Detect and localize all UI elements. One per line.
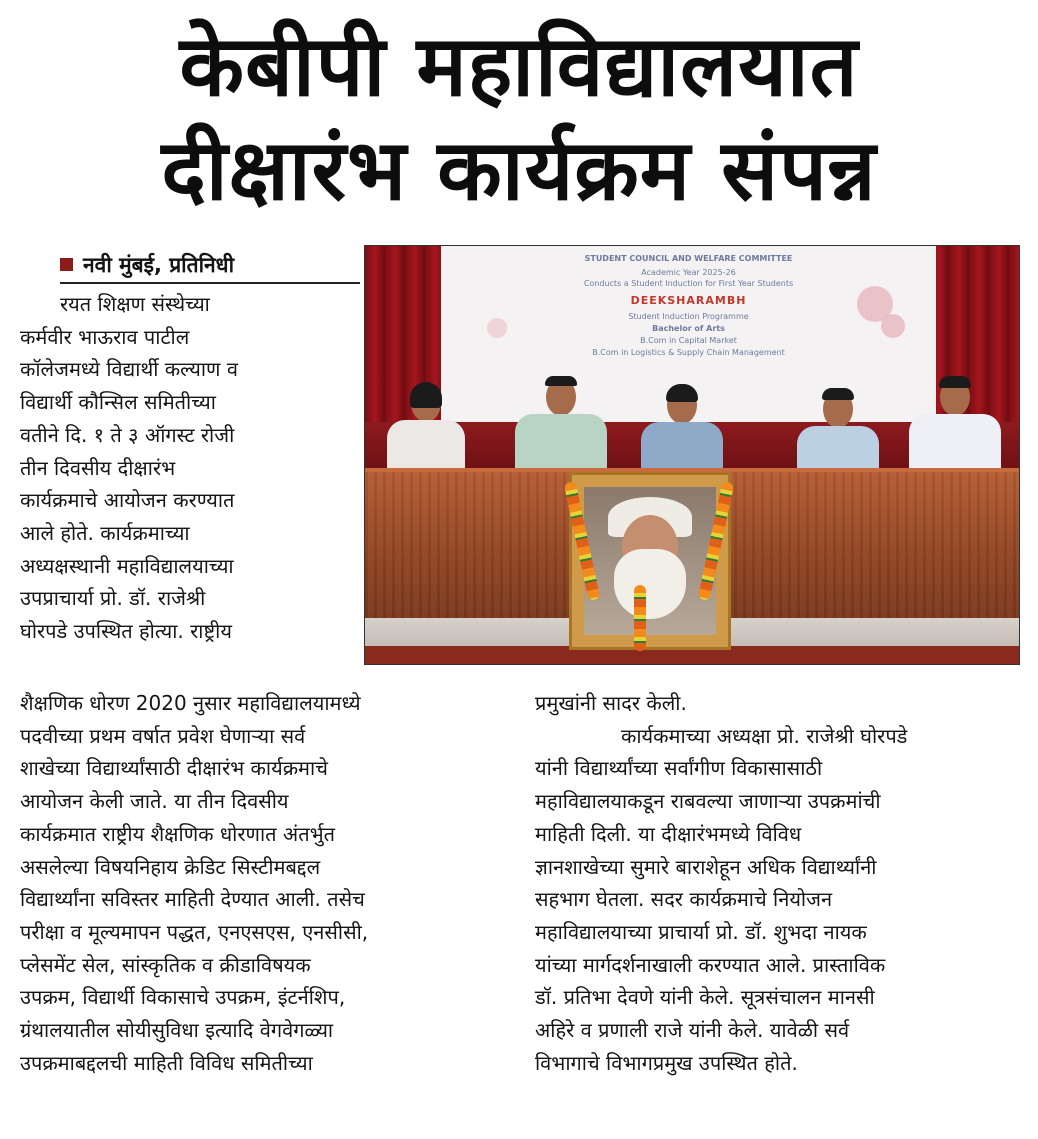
person-body	[515, 414, 607, 474]
screen-line: STUDENT COUNCIL AND WELFARE COMMITTEE	[584, 254, 793, 263]
portrait-frame	[569, 472, 731, 650]
person-hair	[545, 376, 577, 386]
article-column-left-top	[20, 288, 350, 648]
text-line: परीक्षा व मूल्यमापन पद्धत, एनएसएस, एनसीसी,	[20, 919, 369, 944]
article-column-left-bottom	[20, 687, 510, 1079]
text-line: सहभाग घेतला. सदर कार्यक्रमाचे नियोजन	[535, 887, 833, 912]
garland-center	[634, 585, 646, 651]
text-line: कॉलेजमध्ये विद्यार्थी कल्याण व	[20, 357, 238, 382]
screen-line: Student Induction Programme	[628, 312, 749, 321]
text-line: उपप्राचार्या प्रो. डॉ. राजेश्री	[20, 586, 206, 611]
text-line: डॉ. प्रतिभा देवणे यांनी केले. सूत्रसंचालन मानसी	[535, 985, 875, 1010]
headline-line-2: दीक्षारंभ कार्यक्रम संपन्न	[161, 121, 877, 219]
text-line: वतीने दि. १ ते ३ ऑगस्ट रोजी	[20, 422, 235, 447]
screen-line: B.Com in Capital Market	[640, 336, 737, 345]
person-2	[515, 378, 607, 478]
screen-line: B.Com in Logistics & Supply Chain Management	[592, 348, 785, 357]
article-column-right	[535, 687, 1019, 1079]
screen-line: Conducts a Student Induction for First Year Students	[583, 279, 794, 288]
text-line: तीन दिवसीय दीक्षारंभ	[20, 455, 176, 480]
person-1	[387, 384, 465, 480]
text-line: अध्यक्षस्थानी महाविद्यालयाच्या	[20, 553, 234, 578]
text-line: विभागाचे विभागप्रमुख उपस्थित होते.	[535, 1050, 798, 1075]
screen-line: Academic Year 2025-26	[641, 268, 736, 277]
text-line: आयोजन केली जाते. या तीन दिवसीय	[20, 789, 289, 814]
dateline	[60, 250, 360, 284]
text-line: यांच्या मार्गदर्शनाखाली करण्यात आले. प्रास्ताविक	[535, 952, 886, 977]
dateline-text: नवी मुंबई, प्रतिनिधी	[83, 253, 235, 277]
text-line: शाखेच्या विद्यार्थ्यांसाठी दीक्षारंभ कार्यक्रमाचे	[20, 756, 328, 781]
event-photo	[364, 245, 1020, 665]
square-bullet-icon	[60, 258, 73, 271]
text-line: कार्यक्रमाचे आयोजन करण्यात	[20, 488, 235, 513]
text-line: ज्ञानशाखेच्या सुमारे बाराशेहून अधिक विद्यार्थ्यांनी	[535, 854, 877, 879]
screen-line: Bachelor of Arts	[652, 324, 725, 333]
text-line: महाविद्यालयाकडून राबवल्या जाणाऱ्या उपक्रमांची	[535, 789, 881, 814]
text-line: असलेल्या विषयनिहाय क्रेडिट सिस्टीमबद्दल	[20, 854, 321, 879]
text-line: आले होते. कार्यक्रमाच्या	[20, 520, 190, 545]
flower-decoration	[487, 318, 507, 338]
text-line: विद्यार्थ्यांना सविस्तर माहिती देण्यात आली. तसेच	[20, 887, 365, 912]
flower-decoration	[881, 314, 905, 338]
text-line: उपक्रम, विद्यार्थी विकासाचे उपक्रम, इंटर्नशिप,	[20, 985, 346, 1010]
text-line: माहिती दिली. या दीक्षारंभमध्ये विविध	[535, 821, 802, 846]
person-body	[909, 414, 1001, 474]
text-line: पदवीच्या प्रथम वर्षात प्रवेश घेणाऱ्या सर्व	[20, 723, 306, 748]
headline	[0, 14, 1038, 222]
person-hair	[410, 382, 442, 408]
text-line: अहिरे व प्रणाली राजे यांनी केले. यावेळी सर्व	[535, 1018, 850, 1043]
text-line: शैक्षणिक धोरण 2020 नुसार महाविद्यालयामध्ये	[20, 691, 361, 715]
portrait-beard	[614, 549, 686, 619]
text-line: रयत शिक्षण संस्थेच्या	[60, 292, 210, 316]
text-line: महाविद्यालयाच्या प्राचार्या प्रो. डॉ. शुभदा नायक	[535, 919, 867, 944]
text-line: कार्यक्रमात राष्ट्रीय शैक्षणिक धोरणात अंतर्भुत	[20, 821, 336, 846]
text-line: ग्रंथालयातील सोयीसुविधा इत्यादि वेगवेगळ्या	[20, 1018, 334, 1043]
person-hair	[666, 384, 698, 402]
text-line: उपक्रमाबद्दलची माहिती विविध समितीच्या	[20, 1050, 313, 1075]
text-line: प्लेसमेंट सेल, सांस्कृतिक व क्रीडाविषयक	[20, 952, 311, 977]
person-hair	[939, 376, 971, 388]
text-line: प्रमुखांनी सादर केली.	[535, 691, 687, 715]
text-line: यांनी विद्यार्थ्यांच्या सर्वांगीण विकासासाठी	[535, 756, 823, 781]
person-hair	[822, 388, 854, 400]
headline-line-1: केबीपी महाविद्यालयात	[179, 17, 859, 115]
person-5	[909, 378, 1001, 478]
text-line: घोरपडे उपस्थित होत्या. राष्ट्रीय	[20, 619, 232, 644]
text-line: कर्मवीर भाऊराव पाटील	[20, 324, 190, 349]
text-line: विद्यार्थी कौन्सिल समितीच्या	[20, 390, 216, 415]
screen-line: DEEKSHARAMBH	[630, 294, 747, 307]
portrait	[584, 487, 716, 635]
text-line: कार्यकमाच्या अध्यक्षा प्रो. राजेश्री घोरपडे	[621, 723, 908, 748]
